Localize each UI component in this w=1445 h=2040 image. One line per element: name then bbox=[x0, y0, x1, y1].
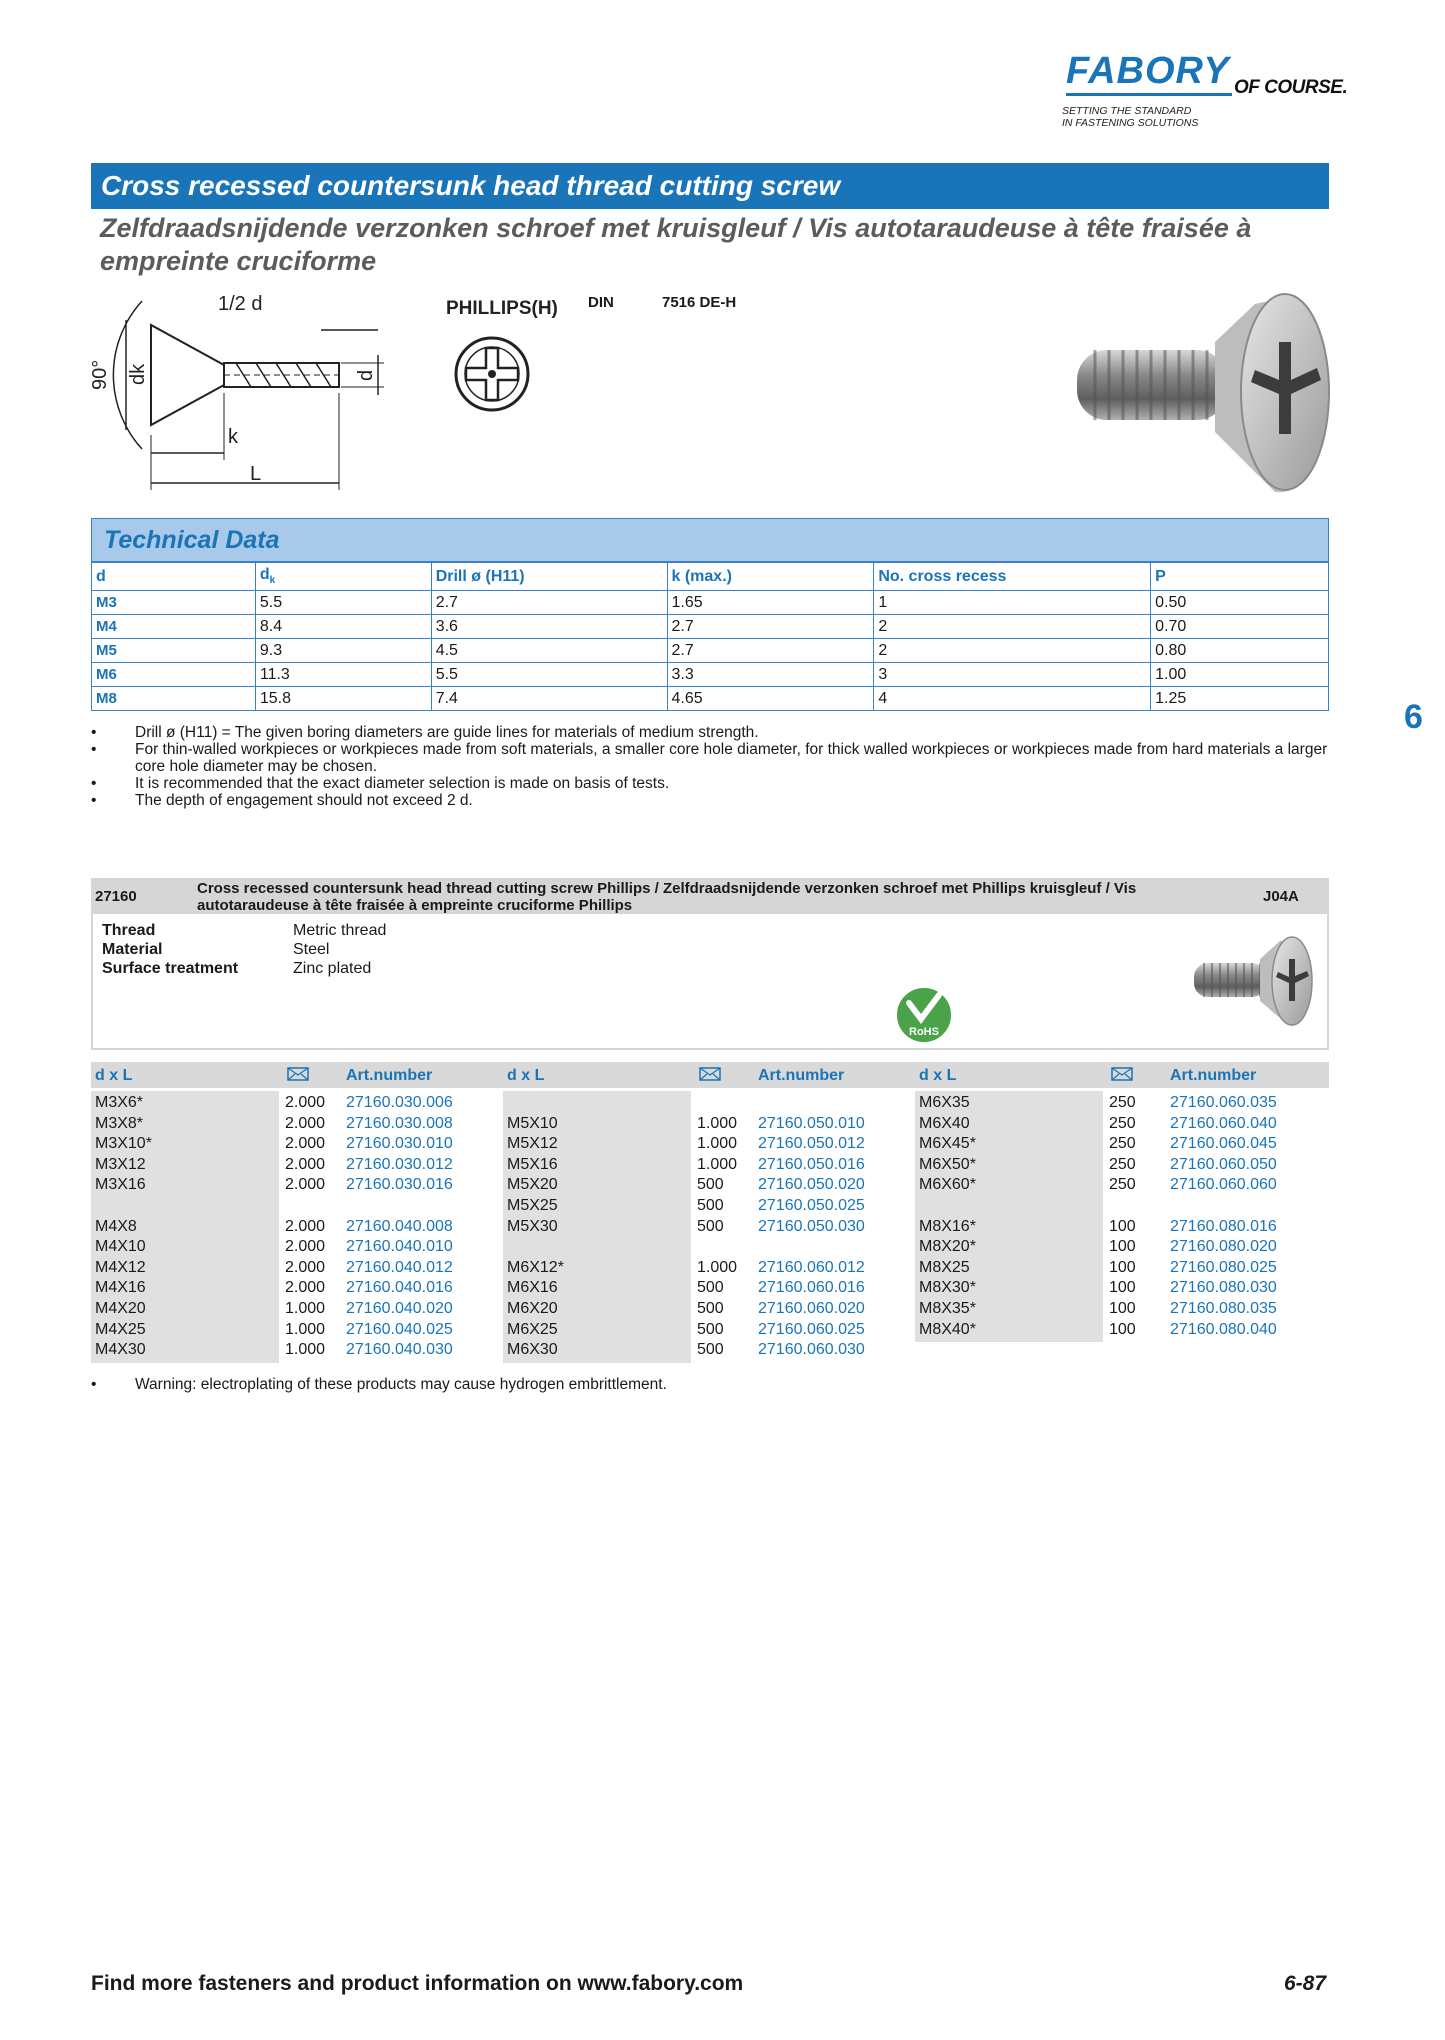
col-cross-recess: No. cross recess bbox=[874, 563, 1151, 591]
note-item: • The depth of engagement should not exceed 2 d. bbox=[91, 792, 473, 809]
article-size: M8X35* bbox=[919, 1300, 976, 1317]
header-art-number: Art.number bbox=[346, 1067, 433, 1084]
article-art[interactable]: 27160.040.020 bbox=[346, 1300, 453, 1317]
article-qty: 2.000 bbox=[285, 1135, 326, 1153]
product-ref: J04A bbox=[1263, 888, 1299, 905]
article-size: M4X10 bbox=[95, 1238, 146, 1256]
envelope-icon bbox=[699, 1066, 721, 1088]
article-size: M4X25 bbox=[95, 1320, 146, 1338]
article-art[interactable]: 27160.060.012 bbox=[758, 1258, 865, 1276]
article-art[interactable]: 27160.030.008 bbox=[346, 1114, 453, 1132]
article-qty: 1.000 bbox=[285, 1320, 326, 1338]
spec-value-thread: Metric thread bbox=[293, 922, 387, 939]
article-qty: 250 bbox=[1109, 1135, 1136, 1153]
col-dk: $d_k$ bbox=[255, 563, 431, 591]
standard-label: DIN bbox=[588, 294, 614, 311]
article-art[interactable]: 27160.040.016 bbox=[346, 1279, 453, 1297]
article-qty: 250 bbox=[1109, 1094, 1136, 1111]
article-size: M3X16 bbox=[95, 1176, 146, 1194]
note-item: • Drill ø (H11) = The given boring diameters are guide lines for materials of medium strength. bbox=[91, 724, 759, 741]
col-k-max: k (max.) bbox=[667, 563, 874, 591]
article-art[interactable]: 27160.060.025 bbox=[758, 1320, 865, 1338]
article-art[interactable]: 27160.080.020 bbox=[1170, 1238, 1277, 1256]
article-size: M6X35 bbox=[919, 1094, 970, 1111]
table-header-row bbox=[92, 563, 1329, 591]
product-specs-box bbox=[91, 914, 1329, 1050]
phillips-drive-icon bbox=[452, 334, 532, 414]
logo-underline bbox=[1066, 93, 1232, 96]
article-art[interactable]: 27160.050.010 bbox=[758, 1114, 865, 1132]
article-art[interactable]: 27160.040.008 bbox=[346, 1217, 453, 1235]
article-size: M8X20* bbox=[919, 1238, 976, 1256]
article-qty: 500 bbox=[697, 1176, 724, 1194]
article-qty: 100 bbox=[1109, 1258, 1136, 1276]
label-half-d: 1/2 d bbox=[218, 293, 263, 315]
header-art-number: Art.number bbox=[758, 1067, 845, 1084]
spec-value-material: Steel bbox=[293, 941, 330, 958]
article-size: M8X16* bbox=[919, 1217, 976, 1235]
table-row: M6 11.3 5.5 3.3 3 1.00 bbox=[92, 663, 1329, 687]
article-art[interactable]: 27160.030.012 bbox=[346, 1155, 453, 1173]
article-qty: 2.000 bbox=[285, 1258, 326, 1276]
brand-slogan: OF COURSE. bbox=[1234, 77, 1348, 98]
article-art[interactable]: 27160.050.025 bbox=[758, 1197, 865, 1214]
technical-data-table bbox=[91, 562, 1329, 711]
header-size: d x L bbox=[95, 1067, 133, 1084]
article-size: M8X25 bbox=[919, 1258, 970, 1276]
article-qty: 1.000 bbox=[285, 1300, 326, 1317]
spec-label-material: Material bbox=[102, 941, 163, 958]
article-size: M6X50* bbox=[919, 1155, 976, 1173]
article-qty: 1.000 bbox=[697, 1258, 738, 1276]
article-art[interactable]: 27160.040.030 bbox=[346, 1341, 453, 1359]
section-number: 6 bbox=[1404, 698, 1423, 736]
rohs-label: RoHS bbox=[909, 1026, 939, 1038]
article-art[interactable]: 27160.030.010 bbox=[346, 1135, 453, 1153]
spec-label-surface: Surface treatment bbox=[102, 960, 239, 977]
article-size: M6X25 bbox=[507, 1320, 558, 1338]
screw-dimension-drawing bbox=[86, 285, 406, 510]
article-qty: 100 bbox=[1109, 1300, 1136, 1317]
article-art[interactable]: 27160.050.012 bbox=[758, 1135, 865, 1153]
article-qty: 500 bbox=[697, 1341, 724, 1359]
article-art[interactable]: 27160.060.030 bbox=[758, 1341, 865, 1359]
article-art[interactable]: 27160.060.020 bbox=[758, 1300, 865, 1317]
article-size: M3X12 bbox=[95, 1155, 146, 1173]
article-size: M5X20 bbox=[507, 1176, 558, 1194]
standard-value: 7516 DE-H bbox=[662, 294, 737, 311]
note-item: • It is recommended that the exact diameter selection is made on basis of tests. bbox=[91, 775, 670, 792]
article-size: M4X30 bbox=[95, 1341, 146, 1359]
article-qty: 500 bbox=[697, 1197, 724, 1214]
article-qty: 500 bbox=[697, 1279, 724, 1297]
article-qty: 1.000 bbox=[697, 1135, 738, 1153]
note-item: • For thin-walled workpieces or workpieces made from soft materials, a smaller core hole diameter, for thick walled workpieces or workpieces made from hard materials a larger core hole diameter may be chosen. bbox=[91, 741, 1328, 775]
article-qty: 500 bbox=[697, 1217, 724, 1235]
screw-photo bbox=[1065, 292, 1337, 497]
spec-label-thread: Thread bbox=[102, 922, 156, 939]
technical-notes bbox=[91, 724, 1331, 809]
table-row: M3 5.5 2.7 1.65 1 0.50 bbox=[92, 591, 1329, 615]
label-d: d bbox=[355, 369, 377, 381]
envelope-icon bbox=[1111, 1066, 1133, 1088]
table-row: M4 8.4 3.6 2.7 2 0.70 bbox=[92, 615, 1329, 639]
article-size: M5X30 bbox=[507, 1217, 558, 1235]
article-size: M4X20 bbox=[95, 1300, 146, 1317]
article-qty: 100 bbox=[1109, 1217, 1136, 1235]
article-qty: 100 bbox=[1109, 1320, 1136, 1338]
article-qty: 1.000 bbox=[697, 1155, 738, 1173]
article-size: M4X8 bbox=[95, 1217, 137, 1235]
header-size: d x L bbox=[919, 1067, 957, 1084]
article-art[interactable]: 27160.030.006 bbox=[346, 1094, 453, 1111]
article-art[interactable]: 27160.060.016 bbox=[758, 1279, 865, 1297]
article-art[interactable]: 27160.080.016 bbox=[1170, 1217, 1277, 1235]
page-subtitle: Zelfdraadsnijdende verzonken schroef met kruisgleuf / Vis autotaraudeuse à tête fraisée à empreinte cruciforme bbox=[100, 213, 1252, 276]
article-size: M3X10* bbox=[95, 1135, 152, 1153]
article-size: M8X40* bbox=[919, 1320, 976, 1338]
article-art[interactable]: 27160.030.016 bbox=[346, 1176, 453, 1194]
screw-thumbnail bbox=[1190, 935, 1315, 1030]
article-qty: 2.000 bbox=[285, 1238, 326, 1256]
article-size: M6X20 bbox=[507, 1300, 558, 1317]
article-qty: 500 bbox=[697, 1300, 724, 1317]
article-art[interactable]: 27160.050.030 bbox=[758, 1217, 865, 1235]
product-title: Cross recessed countersunk head thread cutting screw Phillips / Zelfdraadsnijdende verzonken schroef met Phillips kruisgleuf / Vis autotaraudeuse à tête fraisée à empreinte cruciforme Phillips bbox=[197, 880, 1137, 914]
label-k: k bbox=[228, 426, 238, 448]
article-size: M6X60* bbox=[919, 1176, 976, 1194]
article-size: M6X30 bbox=[507, 1341, 558, 1359]
header-art-number: Art.number bbox=[1170, 1067, 1257, 1084]
article-size: M3X6* bbox=[95, 1094, 144, 1111]
article-qty: 100 bbox=[1109, 1279, 1136, 1297]
page-number: 6-87 bbox=[1284, 1972, 1327, 1995]
label-L: L bbox=[250, 463, 262, 485]
drive-type-label: PHILLIPS(H) bbox=[446, 298, 558, 319]
article-size: M4X12 bbox=[95, 1258, 146, 1276]
article-size: M6X45* bbox=[919, 1135, 976, 1153]
article-size: M5X12 bbox=[507, 1135, 558, 1153]
brand-tagline: SETTING THE STANDARD IN FASTENING SOLUTIONS bbox=[1062, 105, 1199, 129]
article-art[interactable]: 27160.060.035 bbox=[1170, 1094, 1277, 1111]
article-art[interactable]: 27160.040.025 bbox=[346, 1320, 453, 1338]
col-d: d bbox=[92, 563, 256, 591]
col-pitch: P bbox=[1151, 563, 1329, 591]
article-art[interactable]: 27160.080.025 bbox=[1170, 1258, 1277, 1276]
table-row: M8 15.8 7.4 4.65 4 1.25 bbox=[92, 687, 1329, 711]
article-art[interactable]: 27160.050.016 bbox=[758, 1155, 865, 1173]
product-code: 27160 bbox=[95, 888, 137, 905]
page-title: Cross recessed countersunk head thread cutting screw bbox=[91, 163, 1329, 209]
article-qty: 2.000 bbox=[285, 1155, 326, 1173]
article-art[interactable]: 27160.050.020 bbox=[758, 1176, 865, 1194]
article-size: M3X8* bbox=[95, 1114, 144, 1132]
technical-data-heading: Technical Data bbox=[91, 518, 1329, 562]
label-dk: dk bbox=[127, 363, 149, 385]
article-art[interactable]: 27160.040.010 bbox=[346, 1238, 453, 1256]
rohs-badge-icon bbox=[894, 985, 954, 1045]
col-drill: Drill ø (H11) bbox=[431, 563, 667, 591]
article-art[interactable]: 27160.040.012 bbox=[346, 1258, 453, 1276]
product-header bbox=[91, 878, 1329, 914]
spec-value-surface: Zinc plated bbox=[293, 960, 372, 977]
article-qty: 250 bbox=[1109, 1176, 1136, 1194]
article-qty: 2.000 bbox=[285, 1176, 326, 1194]
brand-logo: FABORY bbox=[1066, 50, 1230, 92]
article-size: M6X12* bbox=[507, 1258, 564, 1276]
article-qty: 1.000 bbox=[285, 1341, 326, 1359]
article-qty: 2.000 bbox=[285, 1279, 326, 1297]
article-art[interactable]: 27160.060.060 bbox=[1170, 1176, 1277, 1194]
article-art[interactable]: 27160.060.040 bbox=[1170, 1114, 1277, 1132]
article-art[interactable]: 27160.080.030 bbox=[1170, 1279, 1277, 1297]
article-art[interactable]: 27160.080.040 bbox=[1170, 1320, 1277, 1338]
footer-link-text: Find more fasteners and product information on www.fabory.com bbox=[91, 1972, 744, 1995]
header-size: d x L bbox=[507, 1067, 545, 1084]
article-art[interactable]: 27160.060.045 bbox=[1170, 1135, 1277, 1153]
article-qty: 2.000 bbox=[285, 1217, 326, 1235]
article-art[interactable]: 27160.060.050 bbox=[1170, 1155, 1277, 1173]
article-size: M6X16 bbox=[507, 1279, 558, 1297]
article-size: M8X30* bbox=[919, 1279, 976, 1297]
article-size: M5X10 bbox=[507, 1114, 558, 1132]
article-qty: 250 bbox=[1109, 1114, 1136, 1132]
label-angle: 90° bbox=[89, 359, 111, 390]
article-art[interactable]: 27160.080.035 bbox=[1170, 1300, 1277, 1317]
article-size: M4X16 bbox=[95, 1279, 146, 1297]
article-qty: 100 bbox=[1109, 1238, 1136, 1256]
article-qty: 250 bbox=[1109, 1155, 1136, 1173]
table-row: M5 9.3 4.5 2.7 2 0.80 bbox=[92, 639, 1329, 663]
article-qty: 2.000 bbox=[285, 1094, 326, 1111]
article-size: M5X25 bbox=[507, 1197, 558, 1214]
article-qty: 1.000 bbox=[697, 1114, 738, 1132]
article-qty: 500 bbox=[697, 1320, 724, 1338]
article-qty: 2.000 bbox=[285, 1114, 326, 1132]
article-size: M5X16 bbox=[507, 1155, 558, 1173]
article-size: M6X40 bbox=[919, 1114, 970, 1132]
envelope-icon bbox=[287, 1066, 309, 1088]
